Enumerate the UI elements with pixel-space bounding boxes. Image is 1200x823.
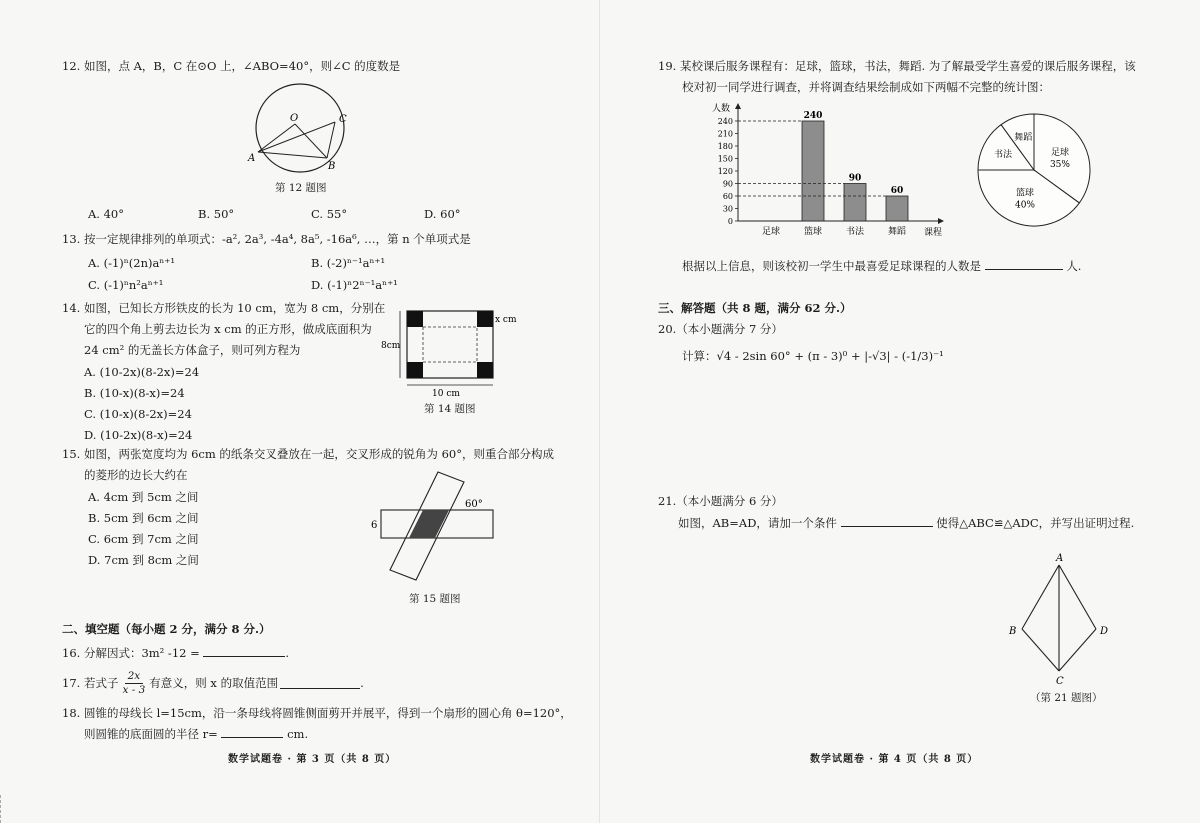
q15-option-a[interactable]: A. 4cm 到 5cm 之间 bbox=[88, 490, 199, 504]
x-tick-label: 舞蹈 bbox=[887, 227, 907, 237]
bar-data-label: 90 bbox=[848, 173, 862, 184]
q19-line2: 校对初一同学进行调查，并将调查结果绘制成如下两幅不完整的统计图： bbox=[682, 80, 1050, 94]
q17-numerator: 2x bbox=[125, 670, 144, 684]
label-a: A bbox=[1056, 553, 1064, 564]
q14-line1: 14. 如图，已知长方形铁皮的长为 10 cm，宽为 8 cm，分别在 bbox=[62, 301, 386, 315]
q15-option-c[interactable]: C. 6cm 到 7cm 之间 bbox=[88, 532, 199, 546]
label-d: D bbox=[1100, 626, 1109, 637]
q21-stem bbox=[678, 516, 1134, 530]
segment-ab bbox=[1022, 565, 1059, 629]
q13-option-a[interactable]: A. (-1)ⁿ(2n)aⁿ⁺¹ bbox=[88, 256, 175, 270]
q14-option-b[interactable]: B. (10-x)(8-x)=24 bbox=[84, 386, 185, 400]
pie-slice-label: 舞蹈 bbox=[1014, 132, 1033, 143]
segment-ad bbox=[1059, 565, 1096, 629]
corner-square-tl bbox=[407, 311, 423, 327]
q19-question-pre: 根据以上信息，则该校初一学生中最喜爱足球课程的人数是 bbox=[682, 259, 981, 273]
q12-option-d[interactable]: D. 60° bbox=[424, 207, 461, 221]
label-60deg: 60° bbox=[465, 499, 483, 510]
label-width-6: 6 bbox=[371, 520, 378, 531]
y-tick-label: 120 bbox=[717, 167, 733, 176]
x-tick-label: 篮球 bbox=[803, 227, 823, 237]
q15-line2: 的菱形的边长大约在 bbox=[84, 468, 188, 482]
q19-pie-chart bbox=[972, 108, 1097, 233]
y-tick-label: 30 bbox=[722, 204, 733, 214]
q21-text-pre: 如图，AB=AD，请加一个条件 bbox=[678, 516, 837, 530]
y-tick-label: 180 bbox=[717, 142, 733, 151]
bar bbox=[802, 121, 824, 221]
corner-square-tr bbox=[477, 311, 493, 327]
x-axis-label: 课程 bbox=[924, 228, 943, 238]
corner-square-bl bbox=[407, 362, 423, 378]
label-b: B bbox=[1009, 626, 1017, 637]
q20-title: 20.（本小题满分 7 分） bbox=[658, 322, 783, 336]
q20-calculation: 计算：√4 - 2sin 60° + (π - 3)⁰ + |-√3| - (-1/3)⁻¹ bbox=[682, 349, 944, 363]
y-axis-label: 人数 bbox=[712, 104, 731, 114]
pie-slice-percent: 35% bbox=[1049, 159, 1070, 170]
q15-option-d[interactable]: D. 7cm 到 8cm 之间 bbox=[88, 553, 199, 567]
segment-dc bbox=[1059, 629, 1096, 671]
x-tick-label: 足球 bbox=[761, 227, 781, 237]
q12-option-b[interactable]: B. 50° bbox=[198, 207, 235, 221]
pie-slice-label: 篮球 bbox=[1015, 188, 1035, 199]
q17-answer-blank[interactable] bbox=[280, 678, 360, 689]
q19-bar-chart bbox=[708, 96, 968, 242]
q12-caption: 第 12 题图 bbox=[275, 182, 327, 194]
q18-line2-post: cm. bbox=[287, 727, 309, 741]
q21-caption: （第 21 题图） bbox=[1030, 692, 1103, 704]
label-o: O bbox=[290, 113, 299, 124]
q18-line1: 18. 圆锥的母线长 l=15cm，沿一条母线将圆锥侧面剪开并展平，得到一个扇形的圆心角 θ=120°， bbox=[62, 706, 572, 720]
q15-option-b[interactable]: B. 5cm 到 6cm 之间 bbox=[88, 511, 199, 525]
q21-title: 21.（本小题满分 6 分） bbox=[658, 494, 783, 508]
q18-line2 bbox=[84, 727, 308, 741]
segment-bc bbox=[1022, 629, 1059, 671]
q12-stem: 12. 如图，点 A，B，C 在⊙O 上，∠ABO=40°，则∠C 的度数是 bbox=[62, 59, 401, 73]
page-3-footer: 数学试题卷 · 第 3 页（共 8 页） bbox=[228, 754, 397, 765]
y-axis-arrow bbox=[735, 103, 741, 109]
q15-figure bbox=[368, 470, 503, 585]
q14-caption: 第 14 题图 bbox=[424, 403, 476, 415]
q17-post: 有意义，则 x 的取值范围 bbox=[149, 676, 279, 691]
q16-text: 16. 分解因式：3m² -12 = bbox=[62, 646, 200, 660]
q17-denominator: x - 3 bbox=[122, 684, 146, 697]
q21-figure bbox=[1006, 551, 1116, 686]
q19-line1: 19. 某校课后服务课程有：足球，篮球，书法，舞蹈. 为了解最受学生喜爱的课后服务课程，该 bbox=[658, 59, 1136, 73]
label-c: C bbox=[339, 114, 347, 125]
label-b: B bbox=[328, 161, 336, 172]
label-8cm: 8cm bbox=[381, 341, 401, 351]
bar bbox=[844, 184, 866, 222]
q13-option-d[interactable]: D. (-1)ⁿ2ⁿ⁻¹aⁿ⁺¹ bbox=[311, 278, 398, 292]
q14-option-d[interactable]: D. (10-2x)(8-x)=24 bbox=[84, 428, 193, 442]
q17-pre: 17. 若式子 bbox=[62, 676, 119, 691]
y-tick-label: 0 bbox=[727, 217, 733, 226]
q17-stem: 17. 若式子 $\frac{2x}{x - 3}$ 有意义，则 x 的取值范围 . bbox=[62, 670, 364, 697]
q20-answer-area[interactable] bbox=[682, 370, 1162, 480]
y-tick-label: 150 bbox=[717, 154, 733, 164]
q14-line3: 24 cm² 的无盖长方体盒子，则可列方程为 bbox=[84, 343, 301, 357]
q17-fraction bbox=[122, 670, 145, 697]
q14-option-a[interactable]: A. (10-2x)(8-2x)=24 bbox=[84, 365, 200, 379]
q16-answer-blank[interactable] bbox=[203, 646, 285, 657]
y-tick-label: 210 bbox=[717, 129, 733, 139]
q18-line2-pre: 则圆锥的底面圆的半径 r= bbox=[84, 727, 218, 741]
q21-answer-blank[interactable] bbox=[841, 516, 933, 527]
section-2-heading: 二、填空题（每小题 2 分，满分 8 分.） bbox=[62, 622, 271, 636]
y-tick-label: 90 bbox=[722, 179, 733, 189]
pie-slice-label: 足球 bbox=[1050, 147, 1069, 158]
q13-stem: 13. 按一定规律排列的单项式：-a², 2a³, -4a⁴, 8a⁵, -16a⁶, …，第 n 个单项式是 bbox=[62, 232, 471, 246]
q13-option-c[interactable]: C. (-1)ⁿn²aⁿ⁺¹ bbox=[88, 278, 164, 292]
q15-caption: 第 15 题图 bbox=[409, 593, 461, 605]
circle-o bbox=[256, 84, 344, 172]
q12-figure bbox=[245, 80, 360, 180]
page-4-footer: 数学试题卷 · 第 4 页（共 8 页） bbox=[810, 754, 979, 765]
bar bbox=[886, 196, 908, 221]
segment-ob bbox=[295, 124, 327, 158]
x-axis-arrow bbox=[938, 218, 944, 224]
corner-square-br bbox=[477, 362, 493, 378]
pie-slice-percent: 40% bbox=[1014, 200, 1036, 211]
label-10cm: 10 cm bbox=[432, 389, 460, 399]
q19-question bbox=[682, 259, 1081, 273]
q14-option-c[interactable]: C. (10-x)(8-2x)=24 bbox=[84, 407, 192, 421]
q19-answer-blank[interactable] bbox=[985, 259, 1063, 270]
bar-data-label: 60 bbox=[890, 186, 904, 196]
y-tick-label: 60 bbox=[722, 192, 733, 201]
segment-ac bbox=[258, 122, 335, 152]
q18-answer-blank[interactable] bbox=[221, 727, 283, 738]
x-tick-label: 书法 bbox=[845, 227, 865, 237]
q12-option-c[interactable]: C. 55° bbox=[311, 207, 348, 221]
q13-option-b[interactable]: B. (-2)ⁿ⁻¹aⁿ⁺¹ bbox=[311, 256, 386, 270]
pie-slice-label: 书法 bbox=[994, 150, 1013, 161]
q16-stem: 16. 分解因式：3m² -12 = . bbox=[62, 646, 290, 660]
label-xcm: x cm bbox=[495, 315, 517, 325]
segment-ao bbox=[258, 124, 295, 152]
q21-text-post: 使得△ABC≌△ADC，并写出证明过程. bbox=[936, 516, 1135, 530]
q15-line1: 15. 如图，两张宽度均为 6cm 的纸条交叉叠放在一起，交叉形成的锐角为 60°，则重合部分构成 bbox=[62, 447, 554, 461]
y-tick-label: 240 bbox=[717, 117, 733, 126]
segment-bc bbox=[327, 122, 335, 158]
page-4 bbox=[600, 0, 1200, 823]
fold-rect bbox=[423, 327, 477, 362]
q14-line2: 它的四个角上剪去边长为 x cm 的正方形，做成底面积为 bbox=[84, 322, 372, 336]
label-a: A bbox=[248, 153, 256, 164]
q14-figure bbox=[380, 305, 520, 400]
q19-question-post: 人. bbox=[1066, 259, 1082, 273]
label-c: C bbox=[1056, 676, 1064, 686]
q12-option-a[interactable]: A. 40° bbox=[88, 207, 124, 221]
segment-ab bbox=[258, 152, 327, 158]
section-3-heading: 三、解答题（共 8 题，满分 62 分.） bbox=[658, 301, 852, 315]
bar-data-label: 240 bbox=[803, 111, 823, 121]
